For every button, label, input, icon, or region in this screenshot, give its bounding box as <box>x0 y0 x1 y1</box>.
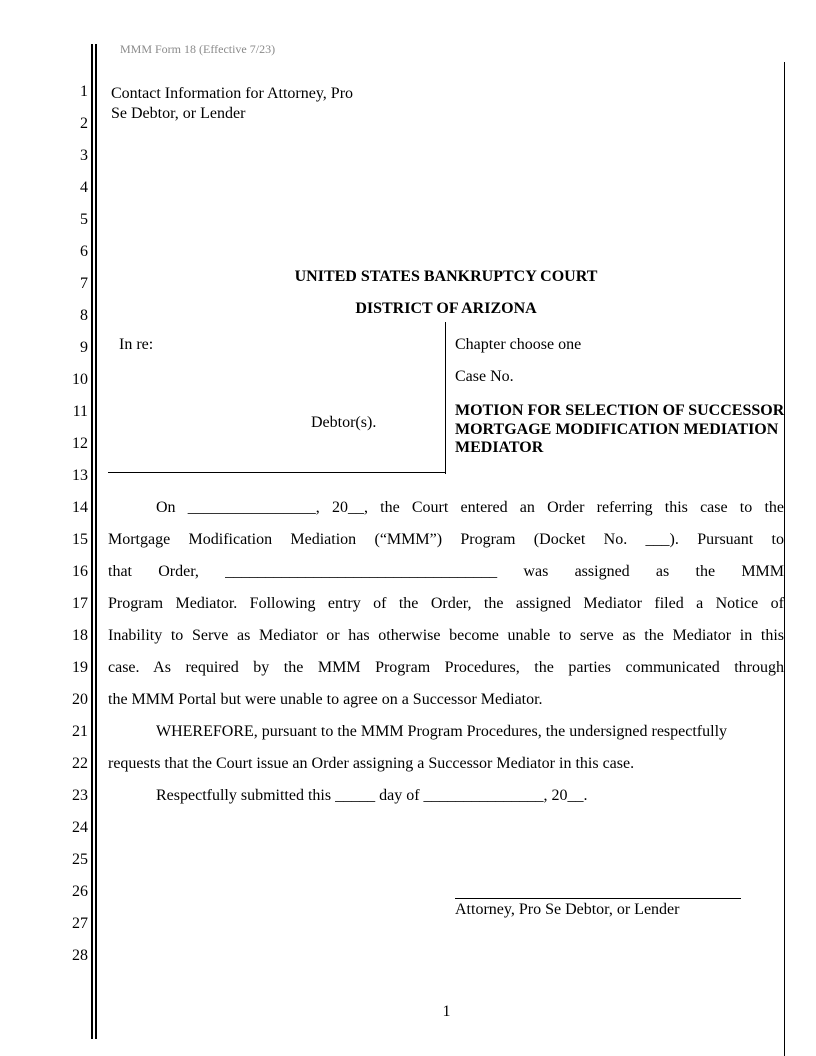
motion-title: MOTION FOR SELECTION OF SUCCESSOR MORTGAGE MODIFICATION MEDIATION MEDIATOR <box>455 402 785 456</box>
line-number: 26 <box>72 883 88 900</box>
body-line: requests that the Court issue an Order assigning a Successor Mediator in this case. <box>108 755 635 772</box>
contact-line-2: Se Debtor, or Lender <box>111 105 246 122</box>
line-number: 21 <box>72 723 88 740</box>
contact-information <box>111 84 411 124</box>
line-number: 3 <box>80 147 88 164</box>
debtors-label: Debtor(s). <box>311 414 377 431</box>
line-number: 5 <box>80 211 88 228</box>
left-margin-rule <box>91 44 93 1039</box>
right-margin-rule <box>784 62 785 1056</box>
line-number: 4 <box>80 179 88 196</box>
body-line: WHEREFORE, pursuant to the MMM Program Procedures, the undersigned respectfully <box>156 723 728 740</box>
caption-bottom-rule <box>108 472 446 473</box>
line-number: 13 <box>72 467 88 484</box>
line-number: 9 <box>80 339 88 356</box>
body-line: case. As required by the MMM Program Procedures, the parties communicated through <box>108 659 784 676</box>
line-number: 18 <box>72 627 88 644</box>
signature-line[interactable] <box>455 898 741 899</box>
in-re-label: In re: <box>119 336 154 353</box>
body-line: Inability to Serve as Mediator or has otherwise become unable to serve as the Mediator in this <box>108 627 784 644</box>
line-number: 22 <box>72 755 88 772</box>
line-number: 11 <box>72 403 88 420</box>
case-number-label: Case No. <box>455 368 514 385</box>
line-number: 10 <box>72 371 88 388</box>
caption-vertical-divider <box>445 322 446 474</box>
line-number: 19 <box>72 659 88 676</box>
body-line: On ________________, 20__, the Court entered an Order referring this case to the <box>156 499 784 516</box>
line-number: 23 <box>72 787 88 804</box>
line-number: 17 <box>72 595 88 612</box>
signature-label: Attorney, Pro Se Debtor, or Lender <box>455 901 680 918</box>
line-number: 7 <box>80 275 88 292</box>
line-number: 6 <box>80 243 88 260</box>
body-line: that Order, __________________________________ was assigned as the MMM <box>108 563 784 580</box>
submitted-line: Respectfully submitted this _____ day of _______________, 20__. <box>156 787 588 804</box>
form-note: MMM Form 18 (Effective 7/23) <box>120 42 276 56</box>
body-line: Mortgage Modification Mediation (“MMM”) Program (Docket No. ___). Pursuant to <box>108 531 784 548</box>
court-name: UNITED STATES BANKRUPTCY COURT <box>294 268 598 285</box>
body-line: the MMM Portal but were unable to agree on a Successor Mediator. <box>108 691 543 708</box>
line-number: 28 <box>72 947 88 964</box>
contact-line-1: Contact Information for Attorney, Pro <box>111 85 354 102</box>
line-number: 12 <box>72 435 88 452</box>
line-number: 14 <box>72 499 88 516</box>
chapter-field[interactable]: Chapter choose one <box>455 336 582 353</box>
line-number: 2 <box>80 115 88 132</box>
line-number: 24 <box>72 819 88 836</box>
line-number: 25 <box>72 851 88 868</box>
body-line: Program Mediator. Following entry of the Order, the assigned Mediator filed a Notice of <box>108 595 784 612</box>
line-number: 1 <box>80 83 88 100</box>
line-number: 15 <box>72 531 88 548</box>
court-district: DISTRICT OF ARIZONA <box>355 300 537 317</box>
line-number: 20 <box>72 691 88 708</box>
line-number: 27 <box>72 915 88 932</box>
left-margin-rule-inner <box>95 44 97 1039</box>
page-number: 1 <box>442 1003 451 1020</box>
line-number: 8 <box>80 307 88 324</box>
line-number: 16 <box>72 563 88 580</box>
